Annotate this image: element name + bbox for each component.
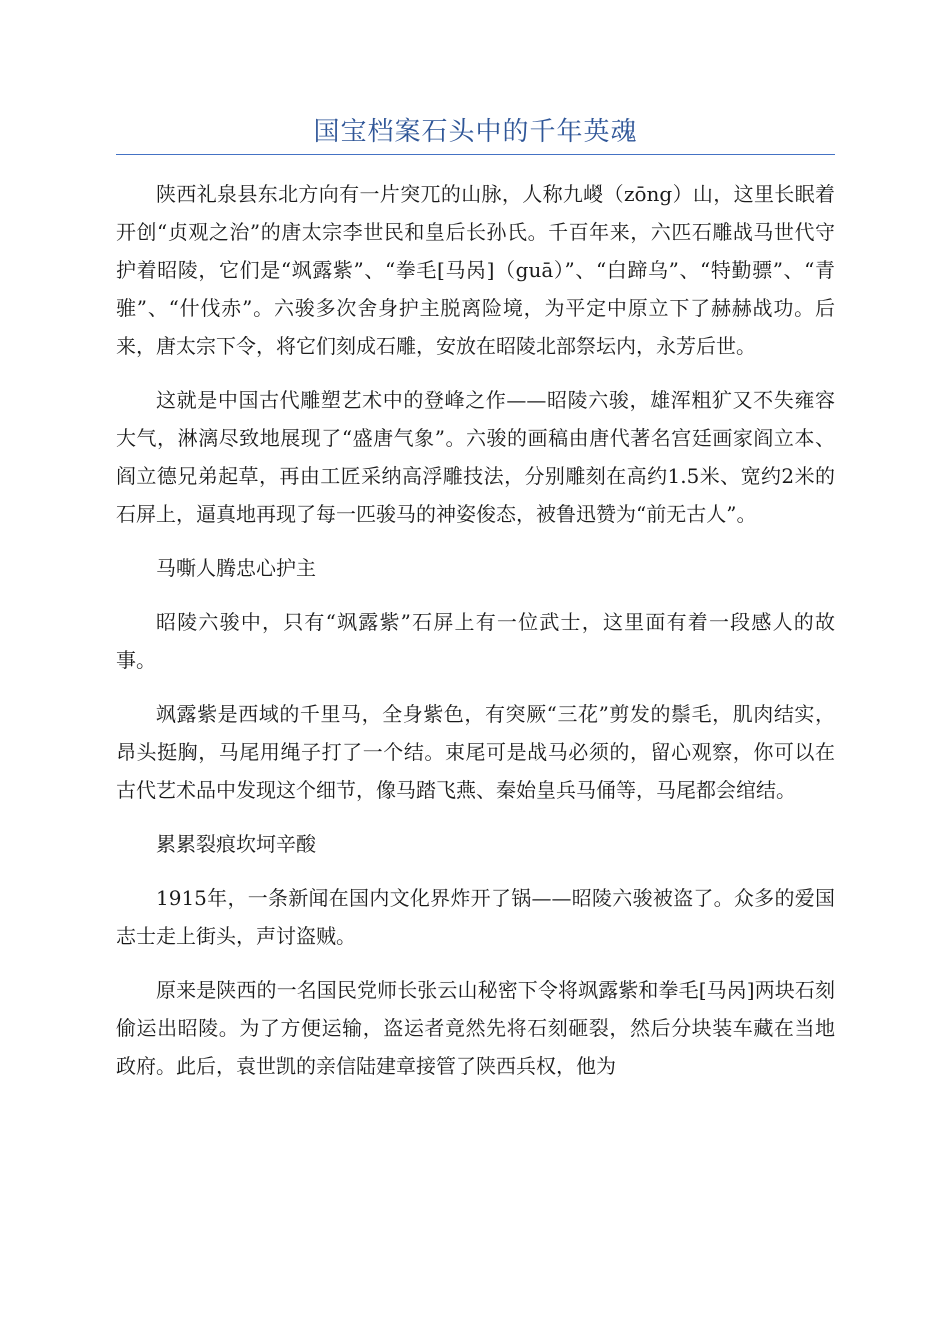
section-heading-loyal-horse: 马嘶人腾忠心护主 (156, 556, 316, 580)
document-body (116, 175, 835, 1101)
section-heading-cracks: 累累裂痕坎坷辛酸 (156, 832, 316, 856)
paragraph-theft: 原来是陕西的一名国民党师长张云山秘密下令将飒露紫和拳毛[马呙]两块石刻偷运出昭陵。为了方便运输，盗运者竟然先将石刻砸裂，然后分块装车藏在当地政府。此后，袁世凯的亲信陆建章接管了陕西兵权，他为 (116, 978, 835, 1078)
title-underline (116, 154, 835, 155)
paragraph-saluzi: 飒露紫是西域的千里马，全身紫色，有突厥“三花”剪发的鬃毛，肌肉结实，昂头挺胸，马尾用绳子打了一个结。束尾可是战马必须的，留心观察，你可以在古代艺术品中发现这个细节，像马踏飞燕、秦始皇兵马俑等，马尾都会绾结。 (116, 702, 835, 802)
paragraph-1915: 1915年，一条新闻在国内文化界炸开了锅——昭陵六骏被盗了。众多的爱国志士走上街头，声讨盗贼。 (116, 886, 835, 948)
paragraph-warrior: 昭陵六骏中，只有“飒露紫”石屏上有一位武士，这里面有着一段感人的故事。 (116, 610, 835, 672)
paragraph-intro: 陕西礼泉县东北方向有一片突兀的山脉，人称九嵕（zōng）山，这里长眠着开创“贞观之治”的唐太宗李世民和皇后长孙氏。千百年来，六匹石雕战马世代守护着昭陵，它们是“飒露紫”、“拳毛[马呙]（guā）”、“白蹄乌”、“特勤骠”、“青骓”、“什伐赤”。六骏多次舍身护主脱离险境，为平定中原立下了赫赫战功。后来，唐太宗下令，将它们刻成石雕，安放在昭陵北部祭坛内，永芳后世。 (116, 182, 835, 358)
document-title: 国宝档案石头中的千年英魂 (313, 117, 638, 147)
paragraph-six-steeds: 这就是中国古代雕塑艺术中的登峰之作——昭陵六骏，雄浑粗犷又不失雍容大气，淋漓尽致地展现了“盛唐气象”。六骏的画稿由唐代著名宫廷画家阎立本、阎立德兄弟起草，再由工匠采纳高浮雕技法，分别雕刻在高约1.5米、宽约2米的石屏上，逼真地再现了每一匹骏马的神姿俊态，被鲁迅赞为“前无古人”。 (116, 388, 835, 526)
